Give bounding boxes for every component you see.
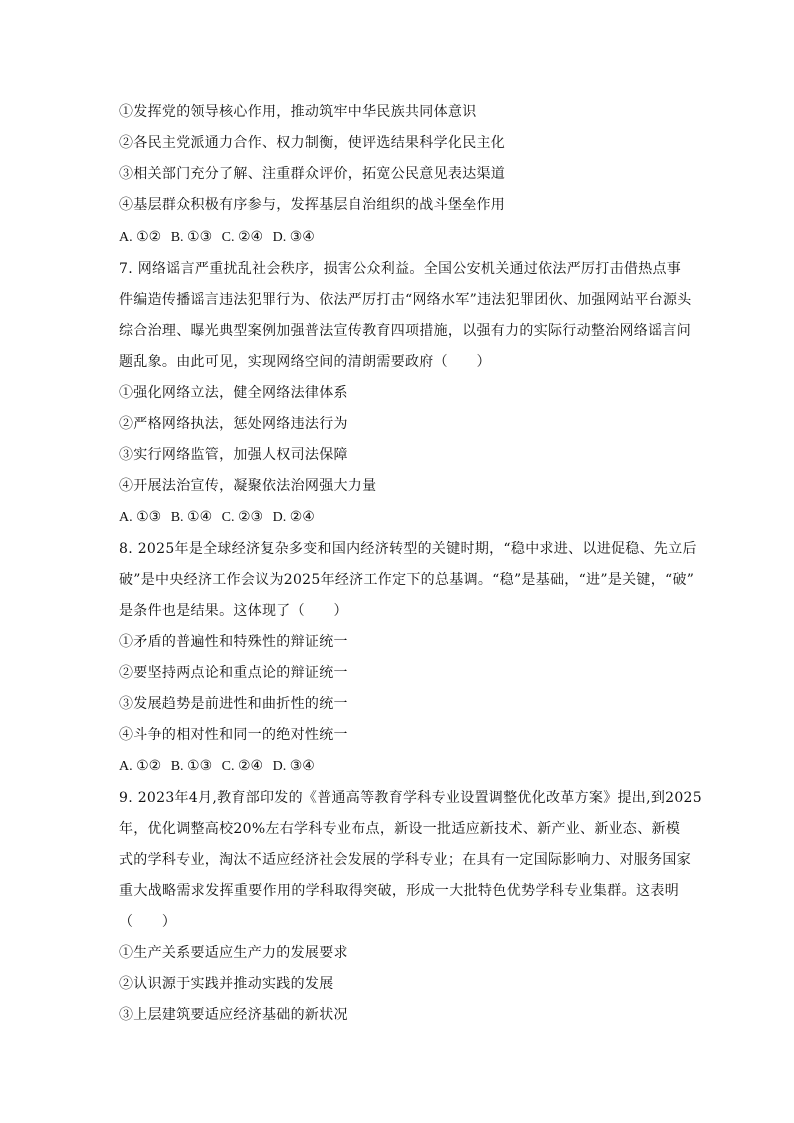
q9-statement-3: ③上层建筑要适应经济基础的新状况 bbox=[119, 1007, 348, 1023]
q6-option-d: D. ③④ bbox=[272, 230, 315, 245]
q8-option-b: B. ①③ bbox=[170, 759, 213, 774]
q8-stem-line-3: 是条件也是结果。这体现了（ ） bbox=[119, 603, 348, 619]
q6-statement-2: ②各民主党派通力合作、权力制衡，使评选结果科学化民主化 bbox=[119, 135, 506, 151]
q7-options bbox=[119, 508, 321, 528]
q7-option-d: D. ②④ bbox=[272, 510, 315, 525]
q9-stem-line-3: 式的学科专业，淘汰不适应经济社会发展的学科专业；在具有一定国际影响力、对服务国家 bbox=[119, 852, 691, 868]
q7-stem-line-4: 题乱象。由此可见，实现网络空间的清朗需要政府（ ） bbox=[119, 354, 491, 370]
q8-option-c: C. ②④ bbox=[221, 759, 264, 774]
q7-statement-3: ③实行网络监管，加强人权司法保障 bbox=[119, 447, 348, 463]
q9-statement-2: ②认识源于实践并推动实践的发展 bbox=[119, 976, 334, 992]
q7-option-b: B. ①④ bbox=[170, 510, 213, 525]
q7-stem-line-3: 综合治理、曝光典型案例加强普法宣传教育四项措施，以强有力的实际行动整治网络谣言问 bbox=[119, 323, 691, 339]
q7-stem-line-2: 件编造传播谣言违法犯罪行为、依法严厉打击“网络水军”违法犯罪团伙、加强网站平台源头 bbox=[119, 292, 692, 308]
q9-stem-line-4: 重大战略需求发挥重要作用的学科取得突破，形成一大批特色优势学科专业集群。这表明 bbox=[119, 883, 679, 899]
q8-statement-1: ①矛盾的普遍性和特殊性的辩证统一 bbox=[119, 634, 348, 650]
q6-option-b: B. ①③ bbox=[170, 230, 213, 245]
q6-option-a: A. ①② bbox=[119, 230, 162, 245]
q8-statement-4: ④斗争的相对性和同一的绝对性统一 bbox=[119, 727, 348, 743]
q6-statement-4: ④基层群众积极有序参与，发挥基层自治组织的战斗堡垒作用 bbox=[119, 197, 506, 213]
q8-statement-3: ③发展趋势是前进性和曲折性的统一 bbox=[119, 696, 348, 712]
q8-statement-2: ②要坚持两点论和重点论的辩证统一 bbox=[119, 665, 348, 681]
q9-stem-line-1: 9. 2023年4月,教育部印发的《普通高等教育学科专业设置调整优化改革方案》提出,到2025 bbox=[119, 790, 702, 806]
q8-stem-line-1: 8. 2025年是全球经济复杂多变和国内经济转型的关键时期，“稳中求进、以进促稳、先立后 bbox=[119, 541, 697, 557]
q7-option-a: A. ①③ bbox=[119, 510, 162, 525]
q8-option-d: D. ③④ bbox=[272, 759, 315, 774]
q8-options bbox=[119, 757, 321, 777]
q9-stem-line-5: （ ） bbox=[119, 914, 177, 930]
q9-stem-line-2: 年，优化调整高校20%左右学科专业布点，新设一批适应新技术、新产业、新业态、新模 bbox=[119, 821, 681, 837]
q6-option-c: C. ②④ bbox=[221, 230, 264, 245]
q7-option-c: C. ②③ bbox=[221, 510, 264, 525]
q7-statement-2: ②严格网络执法，惩处网络违法行为 bbox=[119, 416, 348, 432]
q7-stem-line-1: 7. 网络谣言严重扰乱社会秩序，损害公众利益。全国公安机关通过依法严厉打击借热点事 bbox=[119, 261, 682, 277]
q6-options bbox=[119, 228, 321, 248]
q9-statement-1: ①生产关系要适应生产力的发展要求 bbox=[119, 945, 348, 961]
q6-statement-3: ③相关部门充分了解、注重群众评价，拓宽公民意见表达渠道 bbox=[119, 166, 506, 182]
q8-option-a: A. ①② bbox=[119, 759, 162, 774]
q7-statement-4: ④开展法治宣传，凝聚依法治网强大力量 bbox=[119, 478, 377, 494]
q6-statement-1: ①发挥党的领导核心作用，推动筑牢中华民族共同体意识 bbox=[119, 104, 477, 120]
q8-stem-line-2: 破”是中央经济工作会议为2025年经济工作定下的总基调。“稳”是基础，“进”是关键，“破” bbox=[119, 572, 695, 588]
q7-statement-1: ①强化网络立法，健全网络法律体系 bbox=[119, 385, 348, 401]
